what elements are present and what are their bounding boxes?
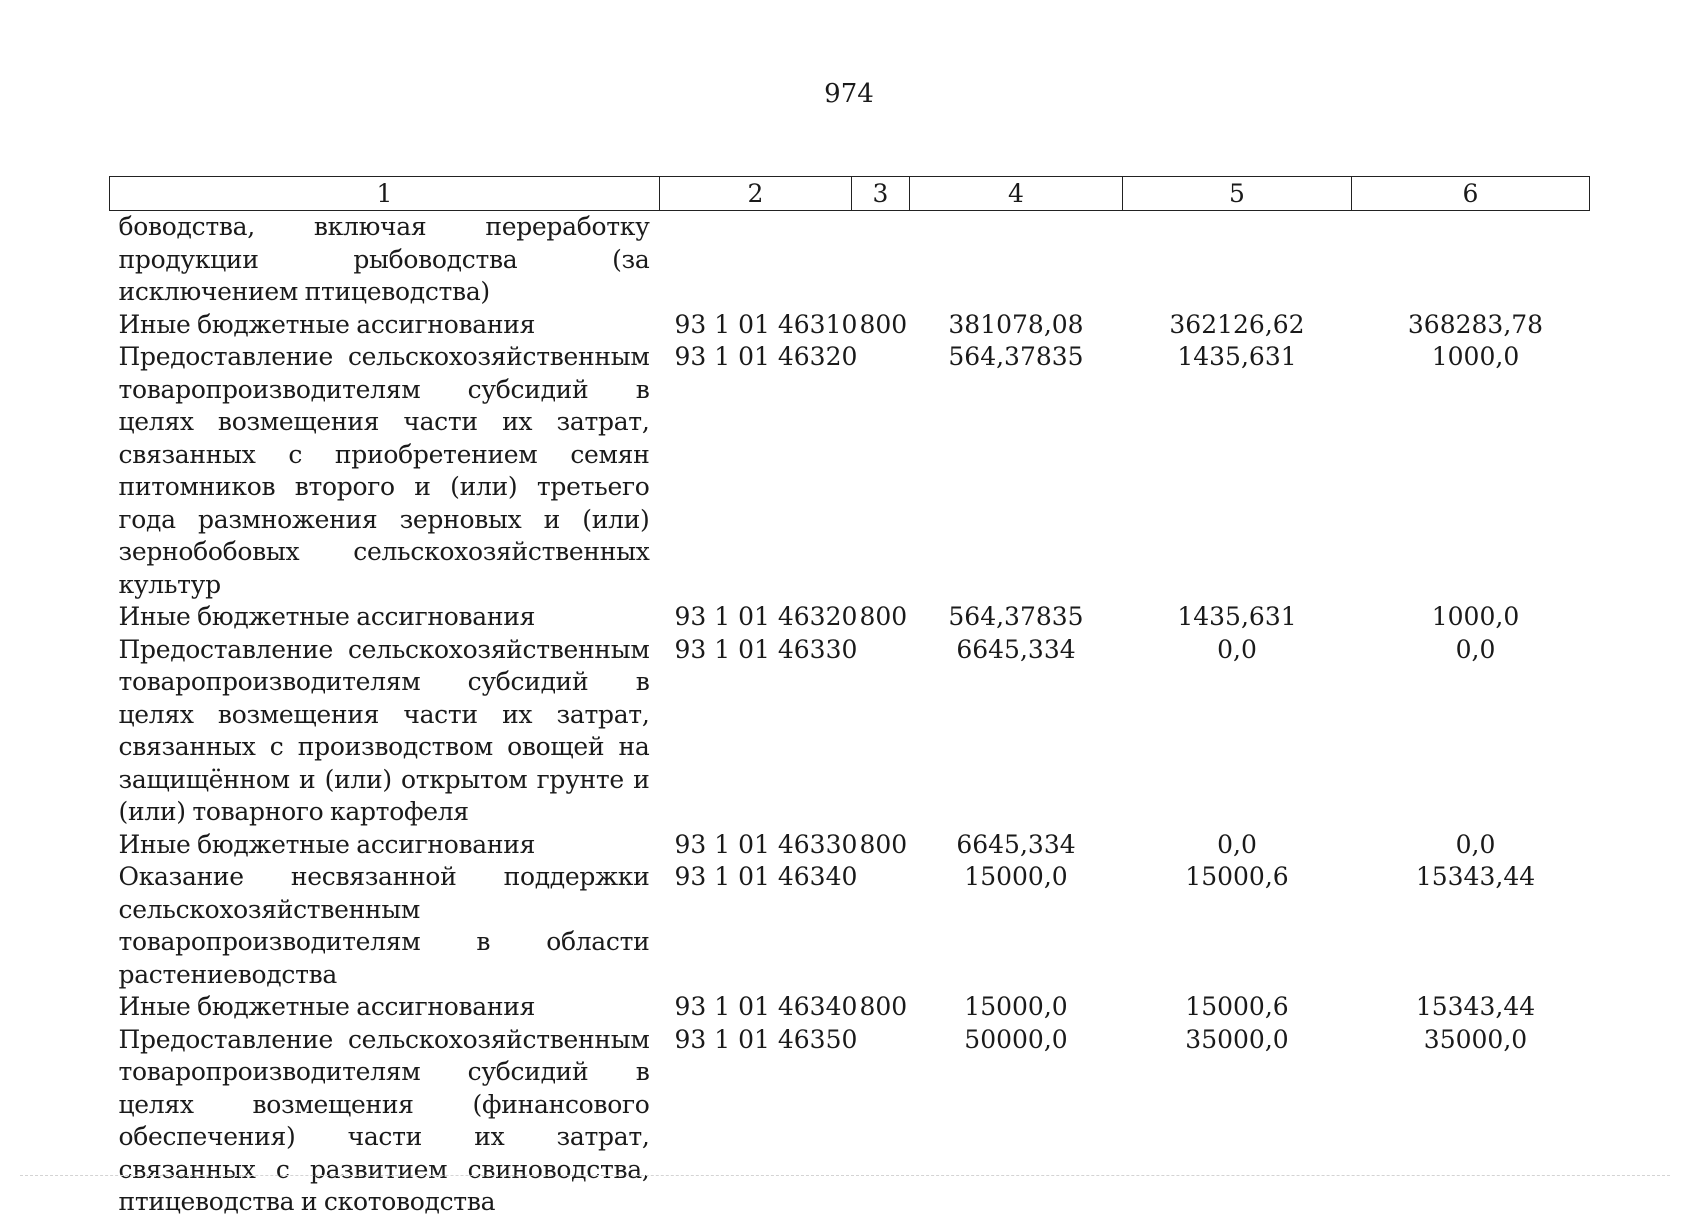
row-value-6: 1000,0 (1431, 342, 1520, 371)
row-name: Предоставление сельскохозяйственным товаропроизводителям субсидий в целях возмещения части их затрат, связанных с производством овощей на защищённом и (или) открытом грунте и (или) товарного картофеля (118, 634, 650, 826)
row-value-5: 1435,631 (1177, 602, 1297, 631)
row-expense-type (852, 341, 910, 601)
row-code: 93 1 01 46320 (674, 342, 858, 371)
row-value-4: 6645,334 (956, 634, 1076, 664)
table-row (110, 341, 1590, 601)
row-value-5: 1435,631 (1177, 342, 1297, 371)
row-value-5: 0,0 (1217, 634, 1257, 664)
row-name: Оказание несвязанной поддержки сельскохозяйственным товаропроизводителям в области растениеводства (118, 862, 650, 989)
table-row (110, 861, 1590, 991)
header-col-5: 5 (1123, 177, 1352, 211)
row-value-5: 15000,6 (1185, 862, 1289, 891)
row-code: 93 1 01 46310 (674, 309, 858, 339)
header-col-4: 4 (910, 177, 1123, 211)
row-value-6: 0,0 (1455, 829, 1496, 859)
header-col-1: 1 (110, 177, 660, 211)
table-header (110, 177, 1590, 211)
table-body (110, 211, 1590, 1219)
row-name: Предоставление сельскохозяйственным товаропроизводителям субсидий в целях возмещения (финансового обеспечения) части их затрат, связанных с развитием свиноводства, птицеводства и скотоводства (118, 1024, 650, 1216)
row-value-4: 564,37835 (948, 602, 1084, 631)
row-value-6: 15343,44 (1415, 992, 1536, 1021)
page-number: 974 (824, 79, 874, 109)
table-row (110, 1024, 1590, 1219)
row-value-6: 0,0 (1455, 634, 1496, 664)
row-name: Иные бюджетные ассигнования (118, 992, 536, 1021)
row-code: 93 1 01 46320 (674, 602, 858, 631)
row-name: Иные бюджетные ассигнования (118, 829, 536, 859)
row-value-5: 15000,6 (1185, 992, 1289, 1021)
row-value-5: 362126,62 (1169, 309, 1305, 339)
row-expense-type (852, 861, 910, 991)
header-col-3: 3 (852, 177, 910, 211)
row-expense-type (852, 634, 910, 829)
row-expense-type: 800 (859, 992, 908, 1021)
row-code: 93 1 01 46340 (674, 992, 858, 1021)
budget-table (109, 176, 1590, 1219)
row-expense-type (852, 211, 910, 309)
row-value-4: 6645,334 (956, 829, 1076, 859)
table-row (110, 829, 1590, 862)
table-row (110, 991, 1590, 1024)
row-value-6 (1352, 211, 1590, 309)
row-value-5: 35000,0 (1185, 1024, 1289, 1054)
row-name: Иные бюджетные ассигнования (118, 309, 536, 339)
row-value-4: 15000,0 (964, 862, 1068, 891)
row-value-4: 381078,08 (948, 309, 1084, 339)
row-expense-type (852, 1024, 910, 1219)
row-code: 93 1 01 46330 (674, 634, 858, 664)
header-row (110, 177, 1590, 211)
row-expense-type: 800 (859, 602, 908, 631)
row-code (660, 211, 852, 309)
row-code: 93 1 01 46340 (674, 862, 858, 891)
row-value-4: 15000,0 (964, 992, 1068, 1021)
row-name: боводства, включая переработку продукции рыбоводства (за исключением птицеводства) (118, 212, 650, 306)
row-value-4: 564,37835 (948, 342, 1084, 371)
row-name: Предоставление сельскохозяйственным товаропроизводителям субсидий в целях возмещения части их затрат, связанных с приобретением семян питомников второго и (или) третьего года размножения зерновых и (или) зернобобовых сельскохозяйственных культур (118, 342, 650, 599)
scan-edge-line (20, 1175, 1670, 1176)
table-row (110, 634, 1590, 829)
row-expense-type: 800 (859, 309, 908, 339)
row-value-6: 35000,0 (1423, 1024, 1528, 1054)
row-expense-type: 800 (859, 829, 908, 859)
table-row (110, 211, 1590, 309)
row-code: 93 1 01 46330 (674, 829, 858, 859)
row-value-6: 368283,78 (1407, 309, 1544, 339)
row-code: 93 1 01 46350 (674, 1024, 858, 1054)
row-value-5: 0,0 (1217, 829, 1257, 859)
table-row (110, 601, 1590, 634)
row-value-6: 1000,0 (1431, 602, 1520, 631)
row-value-4 (910, 211, 1123, 309)
table-row (110, 309, 1590, 342)
row-name: Иные бюджетные ассигнования (118, 602, 536, 631)
row-value-4: 50000,0 (964, 1024, 1068, 1054)
row-value-6: 15343,44 (1415, 862, 1536, 891)
header-col-6: 6 (1352, 177, 1590, 211)
header-col-2: 2 (660, 177, 852, 211)
row-value-5 (1123, 211, 1352, 309)
